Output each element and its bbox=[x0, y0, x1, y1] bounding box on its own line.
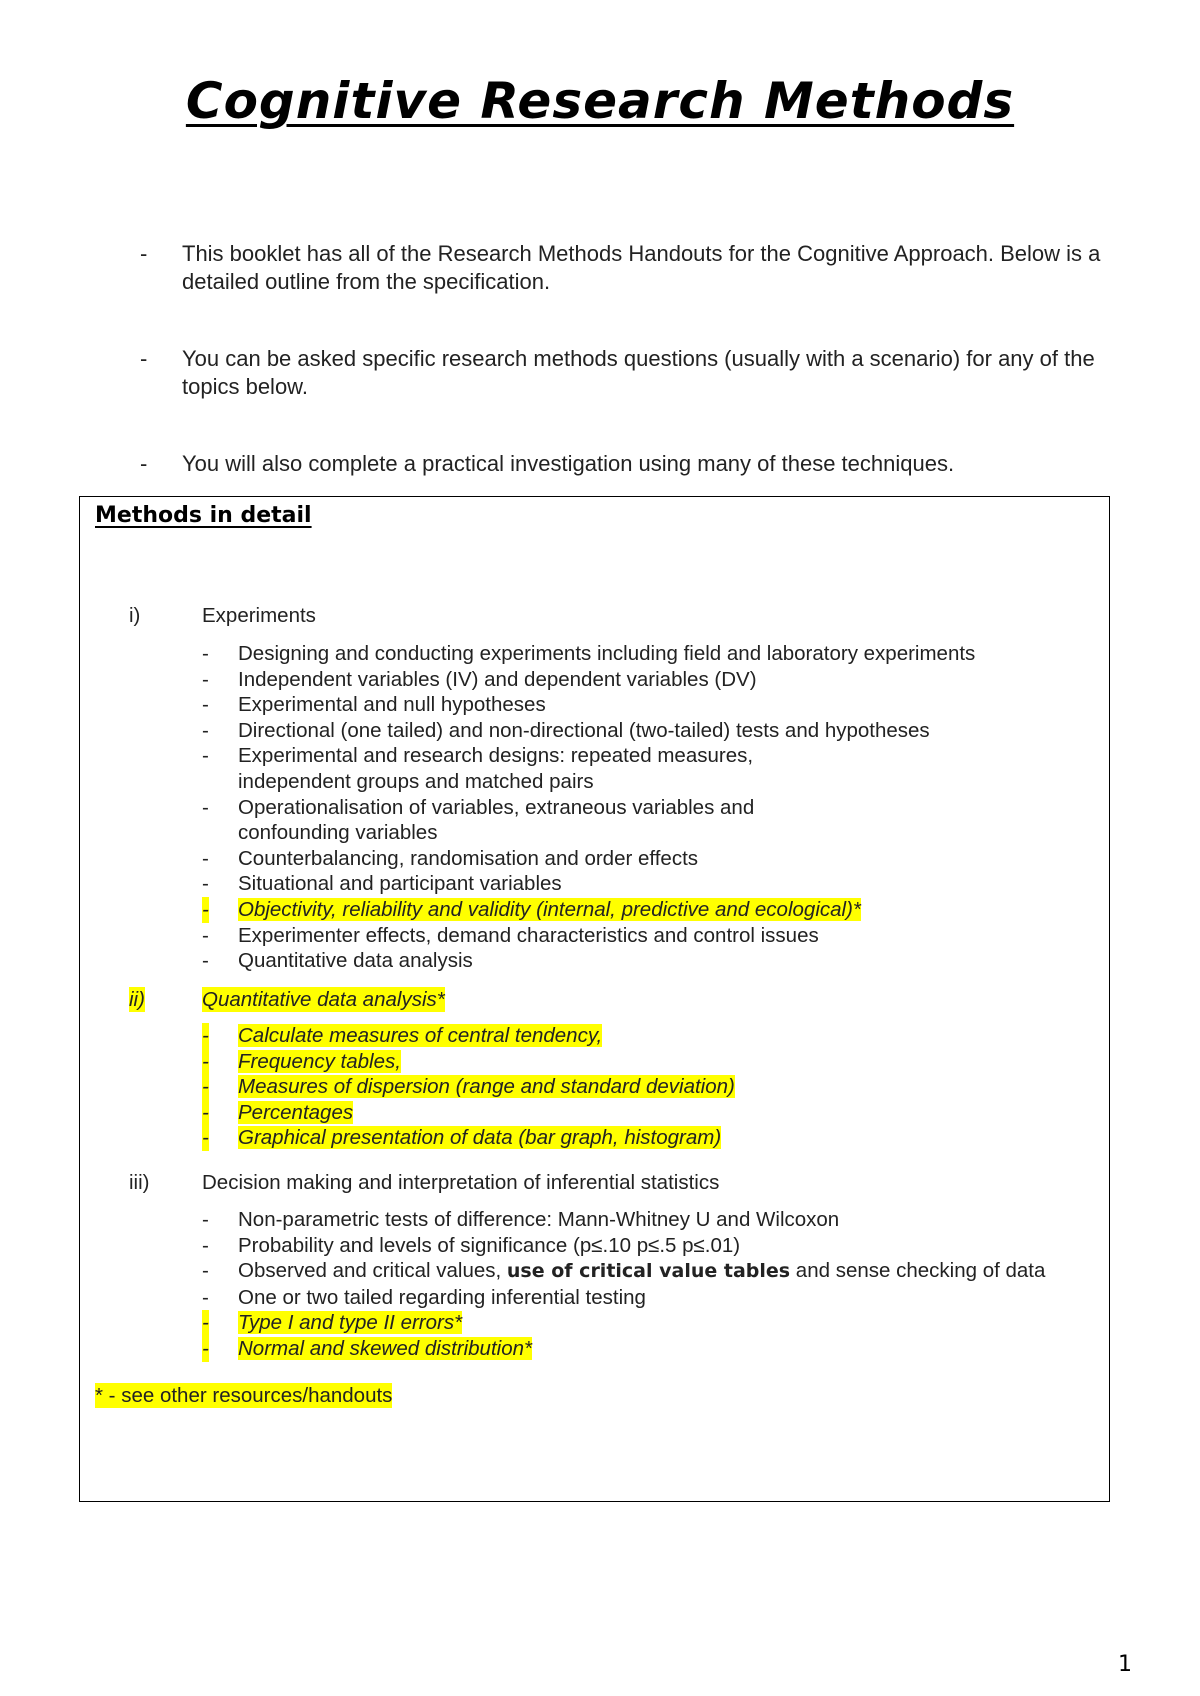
box-heading: Methods in detail bbox=[95, 503, 312, 528]
list-item bbox=[202, 871, 975, 897]
section-title: Decision making and interpretation of inferential statistics bbox=[202, 1171, 720, 1194]
list-item bbox=[202, 1207, 1045, 1233]
list-item bbox=[202, 948, 975, 974]
bullet-dash: - bbox=[202, 667, 209, 691]
list-item bbox=[202, 641, 975, 667]
bullet-dash: - bbox=[202, 897, 209, 921]
bullet-dash: - bbox=[202, 923, 209, 947]
item-text: Calculate measures of central tendency, bbox=[238, 1024, 603, 1047]
bullet-dash: - bbox=[202, 718, 209, 742]
footnote: * - see other resources/handouts bbox=[95, 1384, 393, 1407]
item-text: Directional (one tailed) and non-directional (two-tailed) tests and hypotheses bbox=[238, 718, 930, 742]
list-item bbox=[202, 1285, 1045, 1311]
bullet-dash: - bbox=[202, 846, 209, 870]
item-text: Measures of dispersion (range and standard deviation) bbox=[238, 1075, 735, 1099]
bullet-dash: - bbox=[202, 1075, 209, 1099]
list-item bbox=[202, 667, 975, 693]
item-text: Normal and skewed distribution* bbox=[238, 1336, 532, 1360]
item-text: Experimental and null hypotheses bbox=[238, 693, 546, 717]
section-title: Quantitative data analysis* bbox=[202, 988, 445, 1011]
item-text: Experimental and research designs: repeated measures, bbox=[238, 744, 754, 768]
list-item bbox=[202, 795, 975, 846]
item-text: Graphical presentation of data (bar graph, histogram) bbox=[238, 1126, 722, 1150]
list-item bbox=[202, 1258, 1045, 1285]
item-text: Objectivity, reliability and validity (internal, predictive and ecological)* bbox=[238, 897, 861, 921]
bullet-dash: - bbox=[202, 1208, 209, 1231]
bullet-dash: - bbox=[140, 346, 148, 371]
list-item bbox=[202, 692, 975, 718]
bullet-dash: - bbox=[202, 1126, 209, 1150]
item-text: Operationalisation of variables, extraneous variables and bbox=[238, 795, 755, 819]
item-text: Probability and levels of significance (p≤.10 p≤.5 p≤.01) bbox=[238, 1233, 741, 1257]
section-items bbox=[202, 641, 975, 974]
section-number: ii) bbox=[129, 988, 145, 1011]
list-item bbox=[202, 1233, 1045, 1259]
item-text: Counterbalancing, randomisation and order effects bbox=[238, 846, 699, 870]
list-item bbox=[202, 1125, 735, 1151]
list-item bbox=[202, 923, 975, 949]
section-number: i) bbox=[129, 604, 141, 627]
page-number: 1 bbox=[1118, 1652, 1132, 1677]
list-item bbox=[202, 1049, 735, 1075]
item-text: Situational and participant variables bbox=[238, 872, 562, 896]
item-text: and sense checking of data bbox=[790, 1259, 1046, 1283]
bullet-dash: - bbox=[202, 1285, 209, 1309]
bullet-dash: - bbox=[140, 241, 148, 266]
item-text: One or two tailed regarding inferential testing bbox=[238, 1285, 646, 1309]
section-number: iii) bbox=[129, 1171, 150, 1194]
list-item bbox=[202, 897, 975, 923]
section-title: Experiments bbox=[202, 604, 316, 627]
bullet-dash: - bbox=[202, 1024, 209, 1047]
list-item bbox=[202, 1310, 1045, 1336]
item-text: Percentages bbox=[238, 1100, 354, 1124]
bullet-dash: - bbox=[202, 744, 209, 768]
item-text: Independent variables (IV) and dependent variables (DV) bbox=[238, 667, 757, 691]
intro-item bbox=[140, 450, 1140, 478]
bullet-dash: - bbox=[202, 1100, 209, 1124]
item-text: independent groups and matched pairs bbox=[238, 769, 594, 793]
item-text: Designing and conducting experiments including field and laboratory experiments bbox=[238, 642, 976, 665]
bullet-dash: - bbox=[202, 693, 209, 717]
list-item bbox=[202, 846, 975, 872]
bold-text: use of critical value tables bbox=[506, 1260, 791, 1283]
item-text: Quantitative data analysis bbox=[238, 949, 473, 973]
bullet-dash: - bbox=[202, 949, 209, 973]
intro-item bbox=[140, 240, 1140, 296]
item-text: Experimenter effects, demand characteristics and control issues bbox=[238, 923, 819, 947]
item-text: Type I and type II errors* bbox=[238, 1311, 463, 1335]
bullet-dash: - bbox=[202, 642, 209, 665]
bullet-dash: - bbox=[202, 1259, 209, 1283]
intro-item bbox=[140, 345, 1140, 401]
item-text: Observed and critical values, bbox=[238, 1259, 507, 1283]
bullet-dash: - bbox=[140, 451, 148, 476]
item-text: confounding variables bbox=[238, 821, 438, 845]
section-items bbox=[202, 1207, 1045, 1362]
intro-text: This booklet has all of the Research Methods Handouts for the Cognitive Approach. Below is a detailed outline from the specification. bbox=[182, 241, 1101, 294]
bullet-dash: - bbox=[202, 1311, 209, 1335]
list-item bbox=[202, 1100, 735, 1126]
bullet-dash: - bbox=[202, 1049, 209, 1073]
intro-text: You can be asked specific research methods questions (usually with a scenario) for any of the topics below. bbox=[182, 346, 1095, 399]
list-item bbox=[202, 718, 975, 744]
list-item bbox=[202, 1336, 1045, 1362]
list-item bbox=[202, 1023, 735, 1049]
section-items bbox=[202, 1023, 735, 1151]
bullet-dash: - bbox=[202, 1336, 209, 1360]
list-item bbox=[202, 743, 975, 794]
page-title: Cognitive Research Methods bbox=[185, 72, 1015, 130]
bullet-dash: - bbox=[202, 795, 209, 819]
list-item bbox=[202, 1074, 735, 1100]
methods-box bbox=[79, 496, 1110, 1502]
intro-text: You will also complete a practical investigation using many of these techniques. bbox=[182, 451, 955, 476]
bullet-dash: - bbox=[202, 872, 209, 896]
item-text: Non-parametric tests of difference: Mann-Whitney U and Wilcoxon bbox=[238, 1208, 840, 1231]
bullet-dash: - bbox=[202, 1233, 209, 1257]
item-text: Frequency tables, bbox=[238, 1049, 401, 1073]
